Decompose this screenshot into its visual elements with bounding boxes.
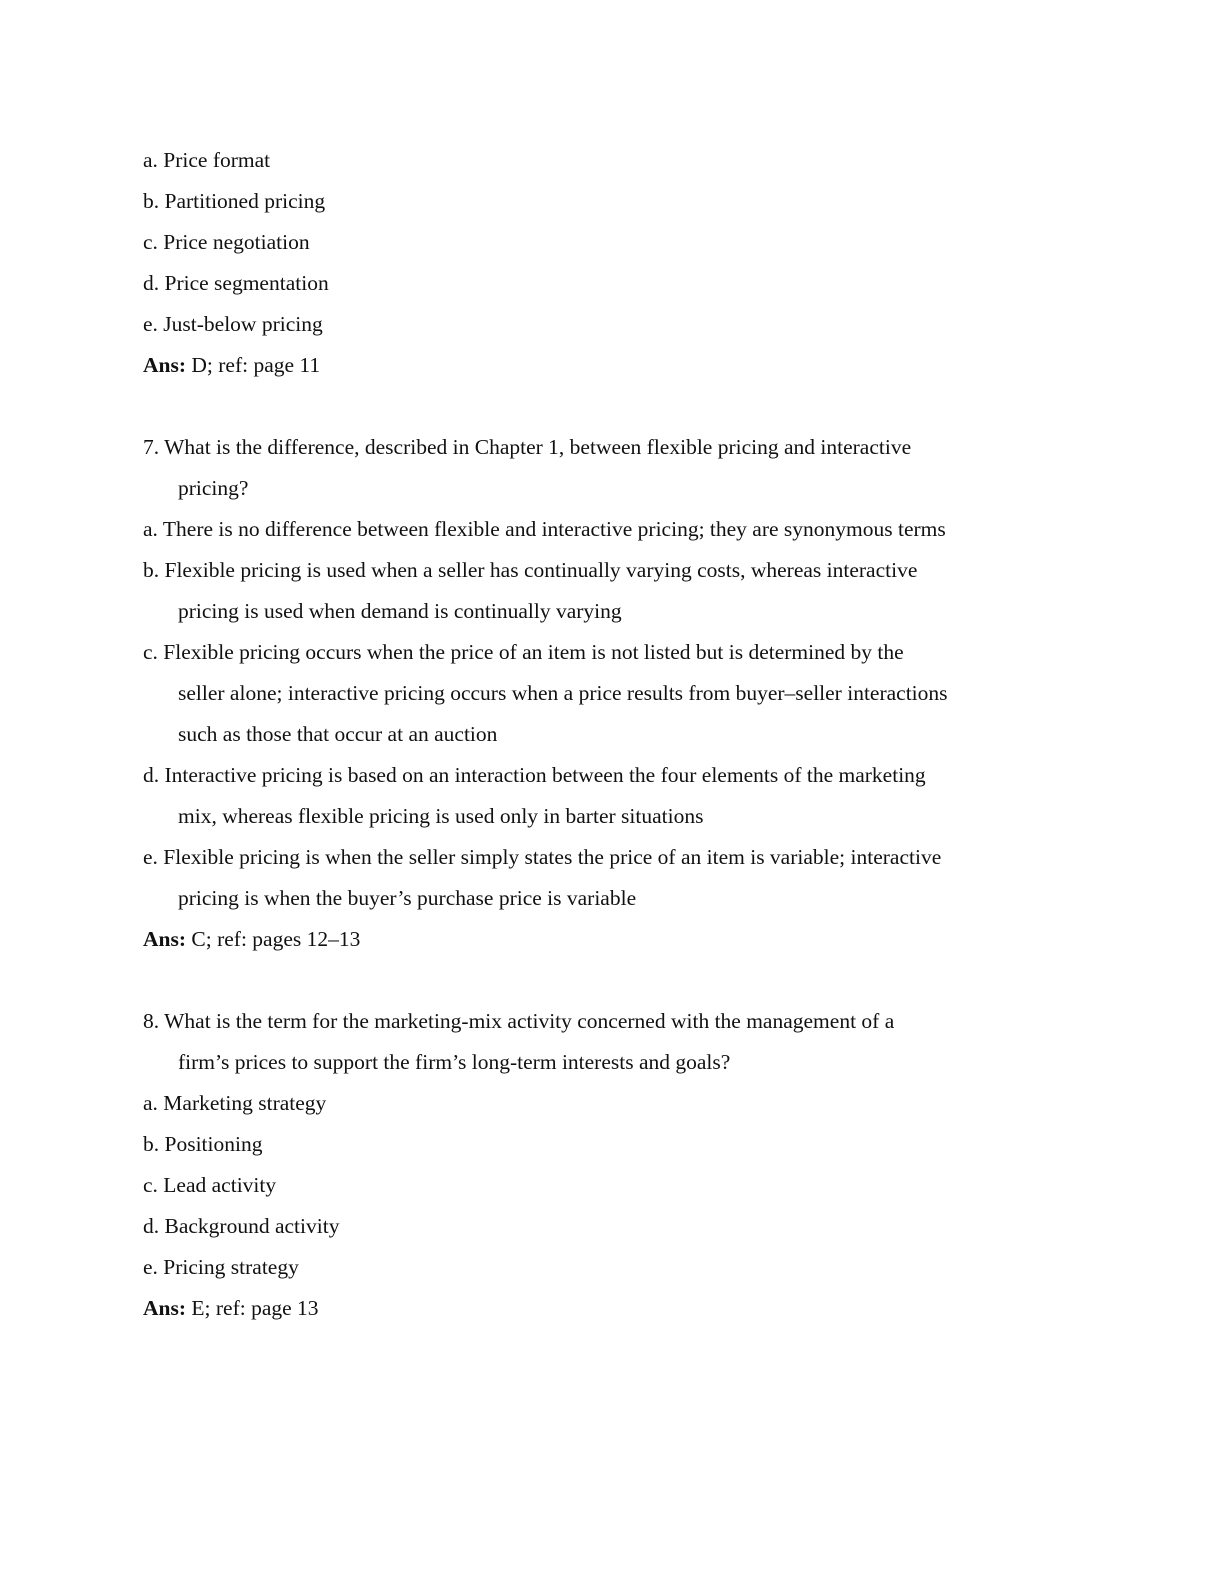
question-8-block <box>143 1001 1043 1329</box>
option-b: b. Positioning <box>143 1132 263 1156</box>
question-6-block <box>143 140 1043 386</box>
option-d: d. Background activity <box>143 1214 340 1238</box>
answer-label: Ans: <box>143 1296 187 1320</box>
option-e: e. Just-below pricing <box>143 312 323 336</box>
option-e-cont: pricing is when the buyer’s purchase price is variable <box>178 886 637 910</box>
answer-label: Ans: <box>143 927 187 951</box>
spacer <box>143 960 1043 1001</box>
question-7-block <box>143 427 1043 960</box>
option-e: e. Flexible pricing is when the seller simply states the price of an item is variable; interactive <box>143 845 942 869</box>
option-c-cont: seller alone; interactive pricing occurs when a price results from buyer–seller interactions <box>178 681 948 705</box>
document-page <box>143 140 1043 1329</box>
answer-line <box>143 345 1043 386</box>
answer-label: Ans: <box>143 353 187 377</box>
answer-line <box>143 919 1043 960</box>
question-8-text: 8. What is the term for the marketing-mix activity concerned with the management of a <box>143 1009 895 1033</box>
option-c: c. Price negotiation <box>143 230 310 254</box>
option-d: d. Price segmentation <box>143 271 329 295</box>
answer-line <box>143 1288 1043 1329</box>
option-c: c. Flexible pricing occurs when the price of an item is not listed but is determined by the <box>143 640 904 664</box>
answer-text: E; ref: page 13 <box>186 1296 319 1320</box>
option-b: b. Flexible pricing is used when a seller has continually varying costs, whereas interactive <box>143 558 918 582</box>
answer-text: C; ref: pages 12–13 <box>186 927 361 951</box>
option-a: a. Price format <box>143 148 271 172</box>
option-b-cont: pricing is used when demand is continually varying <box>178 599 622 623</box>
answer-text: D; ref: page 11 <box>186 353 321 377</box>
option-a: a. There is no difference between flexible and interactive pricing; they are synonymous terms <box>143 517 946 541</box>
question-7-text-cont: pricing? <box>178 476 249 500</box>
option-d-cont: mix, whereas flexible pricing is used only in barter situations <box>178 804 704 828</box>
option-d: d. Interactive pricing is based on an interaction between the four elements of the marketing <box>143 763 926 787</box>
option-c: c. Lead activity <box>143 1173 277 1197</box>
option-b: b. Partitioned pricing <box>143 189 326 213</box>
option-c-cont: such as those that occur at an auction <box>178 722 498 746</box>
option-a: a. Marketing strategy <box>143 1091 327 1115</box>
spacer <box>143 386 1043 427</box>
option-e: e. Pricing strategy <box>143 1255 299 1279</box>
question-8-text-cont: firm’s prices to support the firm’s long-term interests and goals? <box>178 1050 731 1074</box>
question-7-text: 7. What is the difference, described in Chapter 1, between flexible pricing and interactive <box>143 435 912 459</box>
